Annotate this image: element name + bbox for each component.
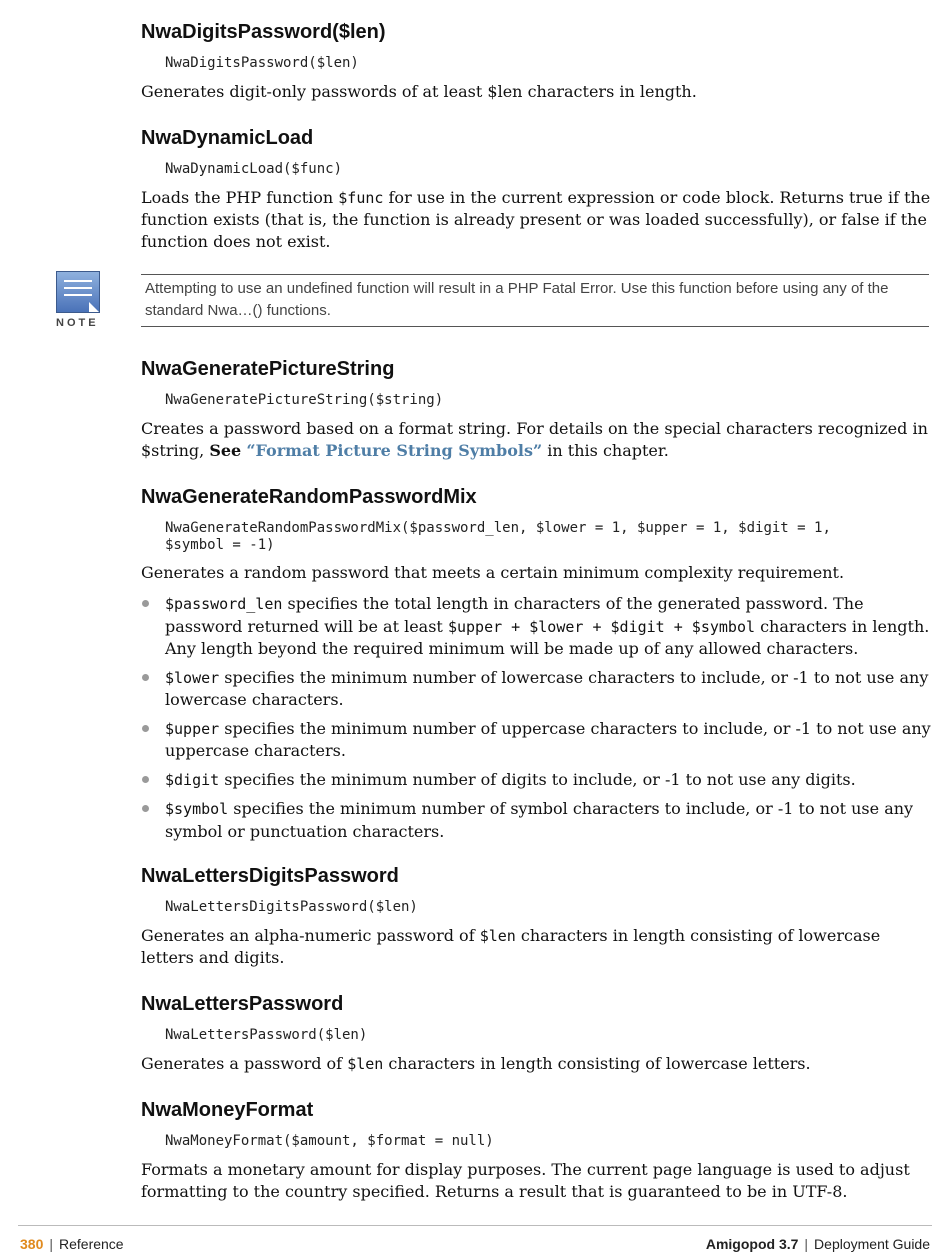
param-desc: specifies the minimum number of uppercase characters to include, or -1 to not use any uppercase characters.	[165, 718, 931, 760]
bullet-icon	[142, 674, 149, 681]
section-dynamic-load	[141, 126, 933, 253]
bullet-icon	[142, 776, 149, 783]
desc-text: in this chapter.	[542, 441, 669, 460]
param-desc: specifies the total length in characters of the generated password. The password returned will be at least	[165, 594, 864, 636]
desc-text: characters in length consisting of lowercase letters.	[383, 1054, 811, 1073]
desc-text: Loads the PHP function	[141, 188, 339, 207]
signature-generate-random-password-mix-line2: $symbol = -1)	[165, 537, 275, 553]
note-box	[141, 274, 929, 327]
param-list	[141, 593, 933, 842]
section-letters-digits-password	[141, 864, 933, 969]
footer-left	[20, 1235, 124, 1253]
section-letters-password	[141, 992, 933, 1075]
list-item	[141, 593, 933, 660]
desc-text: Generates a password of	[141, 1054, 348, 1073]
desc-text: for use in the current expression or code block. Returns true if the function exists (that is, the function is already present or was loaded successfully), or false if the function does not exist.	[141, 188, 931, 251]
inline-code: $func	[338, 189, 384, 207]
heading-dynamic-load: NwaDynamicLoad	[141, 127, 314, 149]
inline-code: $len	[347, 1055, 384, 1073]
desc-text: Generates an alpha-numeric password of	[141, 926, 480, 945]
list-item	[141, 798, 933, 842]
param-code: $upper + $lower + $digit + $symbol	[447, 617, 755, 636]
desc-text: Creates a password based on a format string. For details on the special characters recognized in $string,	[141, 419, 928, 460]
section-generate-random-password-mix	[141, 485, 933, 849]
footer-divider	[18, 1225, 932, 1226]
footer-guide: Deployment Guide	[814, 1236, 930, 1252]
footer-product: Amigopod 3.7	[705, 1236, 799, 1252]
signature-dynamic-load: NwaDynamicLoad($func)	[165, 161, 343, 177]
desc-text: characters in length consisting of lowercase letters and digits.	[141, 926, 881, 967]
page-number: 380	[20, 1236, 44, 1252]
desc-dynamic-load	[141, 187, 933, 253]
heading-letters-digits-password: NwaLettersDigitsPassword	[141, 865, 399, 887]
signature-generate-random-password-mix-line1: NwaGenerateRandomPasswordMix($password_len, $lower = 1, $upper = 1, $digit = 1,	[165, 520, 831, 536]
desc-letters-password	[141, 1053, 933, 1075]
param-desc: characters in length. Any length beyond the required minimum will be made up of any allowed characters.	[165, 616, 930, 658]
signature-digits-password: NwaDigitsPassword($len)	[165, 55, 359, 71]
param-desc: specifies the minimum number of lowercase characters to include, or -1 to not use any lowercase characters.	[165, 667, 929, 709]
footer-section: Reference	[59, 1236, 124, 1252]
note-label: NOTE	[56, 317, 99, 329]
desc-generate-picture-string	[141, 418, 933, 462]
signature-money-format: NwaMoneyFormat($amount, $format = null)	[165, 1133, 494, 1149]
desc-money-format: Formats a monetary amount for display purposes. The current page language is used to adjust formatting to the country specified. Returns a result that is guaranteed to be in UTF-8.	[141, 1160, 910, 1201]
footer-right	[706, 1235, 930, 1253]
param-code: $password_len	[165, 595, 283, 613]
list-item	[141, 667, 933, 711]
list-item	[141, 718, 933, 762]
signature-letters-digits-password: NwaLettersDigitsPassword($len)	[165, 899, 418, 915]
section-digits-password	[141, 20, 933, 103]
desc-letters-digits-password	[141, 925, 933, 969]
desc-digits-password: Generates digit-only passwords of at least $len characters in length.	[141, 82, 697, 101]
footer-separator: |	[49, 1236, 53, 1252]
heading-generate-random-password-mix: NwaGenerateRandomPasswordMix	[141, 486, 477, 508]
param-code: $upper	[165, 719, 220, 738]
note-line	[64, 287, 92, 289]
bullet-icon	[142, 805, 149, 812]
heading-generate-picture-string: NwaGeneratePictureString	[141, 358, 395, 380]
param-code: $lower	[165, 668, 220, 687]
format-picture-string-link[interactable]: “Format Picture String Symbols”	[246, 441, 543, 460]
param-desc: specifies the minimum number of symbol characters to include, or -1 to not use any symbol or punctuation characters.	[165, 799, 914, 841]
see-label: See	[209, 441, 242, 460]
note-line	[64, 280, 92, 282]
inline-code: $len	[479, 927, 516, 945]
section-money-format	[141, 1098, 933, 1203]
section-generate-picture-string	[141, 357, 933, 462]
signature-generate-picture-string: NwaGeneratePictureString($string)	[165, 392, 444, 408]
footer-separator: |	[804, 1236, 809, 1252]
note-line	[64, 294, 92, 296]
note-icon	[56, 271, 100, 313]
desc-generate-random-password-mix: Generates a random password that meets a certain minimum complexity requirement.	[141, 563, 845, 582]
note-text: Attempting to use an undefined function will result in a PHP Fatal Error. Use this function before using any of the standard Nwa…() functions.	[145, 280, 889, 319]
param-code: $symbol	[165, 800, 229, 818]
signature-letters-password: NwaLettersPassword($len)	[165, 1027, 368, 1043]
list-item	[141, 769, 933, 792]
param-code: $digit	[165, 770, 220, 789]
heading-digits-password: NwaDigitsPassword($len)	[141, 21, 386, 43]
bullet-icon	[142, 725, 149, 732]
note-fold	[89, 302, 99, 312]
heading-letters-password: NwaLettersPassword	[141, 993, 344, 1015]
heading-money-format: NwaMoneyFormat	[141, 1099, 314, 1121]
bullet-icon	[142, 600, 149, 607]
param-desc: specifies the minimum number of digits to include, or -1 to not use any digits.	[219, 769, 856, 789]
